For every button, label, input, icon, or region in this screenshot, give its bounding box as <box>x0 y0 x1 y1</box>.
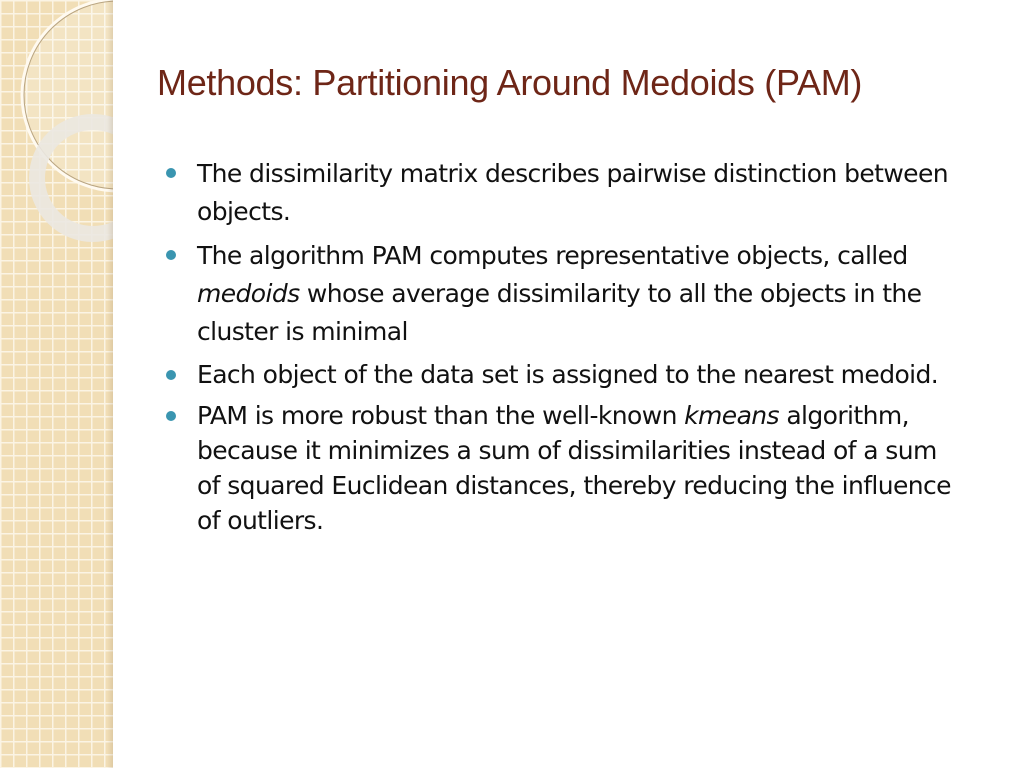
bullet-icon <box>166 370 176 380</box>
slide-title: Methods: Partitioning Around Medoids (PAM) <box>157 62 863 103</box>
decorative-side-panel <box>0 0 113 768</box>
bullet-item: Each object of the data set is assigned to the nearest medoid. <box>166 357 966 392</box>
bullet-item: The algorithm PAM computes representative objects, called medoids whose average dissimilarity to all the objects in the cluster is minimal <box>166 237 966 351</box>
bullet-icon <box>166 168 176 178</box>
decorative-circles-icon <box>0 0 113 768</box>
bullet-list <box>166 155 966 544</box>
bullet-item: PAM is more robust than the well-known kmeans algorithm, because it minimizes a sum of dissimilarities instead of a sum of squared Euclidean distances, thereby reducing the influence of outliers. <box>166 398 966 538</box>
bullet-icon <box>166 250 176 260</box>
bullet-icon <box>166 411 176 421</box>
bullet-item: The dissimilarity matrix describes pairwise distinction between objects. <box>166 155 966 231</box>
